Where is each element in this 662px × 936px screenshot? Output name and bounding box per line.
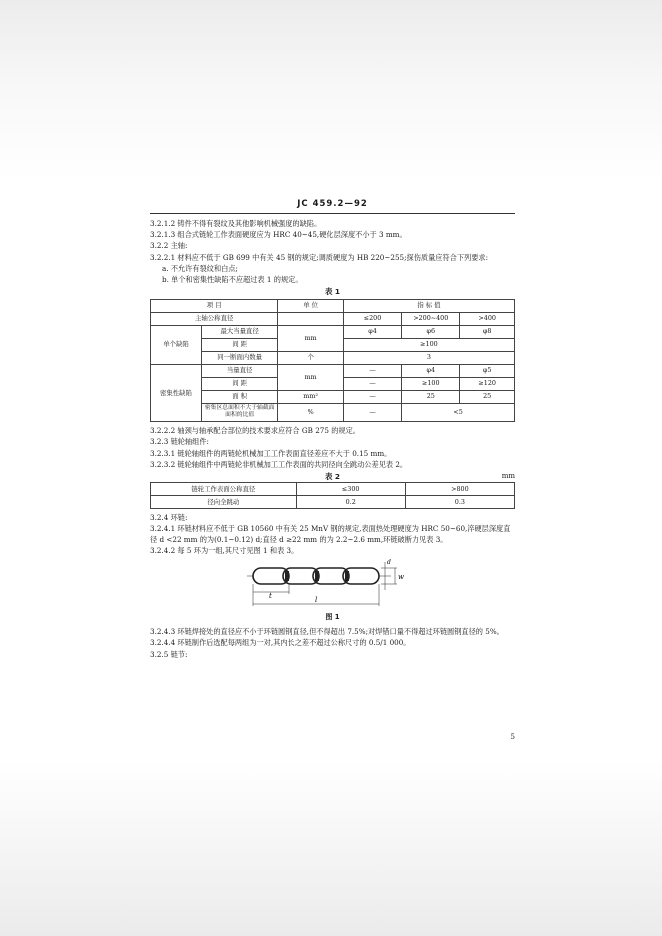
table-cell: >800 bbox=[405, 482, 514, 495]
chain-figure bbox=[150, 556, 515, 612]
table-row bbox=[151, 403, 515, 422]
table-cell: 0.2 bbox=[296, 495, 405, 508]
table-row bbox=[151, 390, 515, 403]
table-cell: % bbox=[278, 403, 344, 422]
table-row bbox=[151, 482, 515, 495]
table-2-caption-row bbox=[150, 471, 515, 482]
figure-label-d: d bbox=[387, 559, 391, 567]
table-cell: φ4 bbox=[343, 325, 401, 338]
paragraph: 3.2.2.1 材料应不低于 GB 699 中有关 45 钢的规定;调质硬度为 HB 220~255;探伤质量应符合下列要求: bbox=[150, 252, 489, 262]
table-cell: 面 积 bbox=[201, 390, 277, 403]
document-header: JC 459.2—92 bbox=[150, 198, 515, 214]
table-cell: 个 bbox=[278, 351, 344, 364]
table-row bbox=[151, 364, 515, 377]
paragraph: 3.2.3 链轮轴组件: bbox=[150, 437, 209, 447]
table-cell: 间 距 bbox=[201, 338, 277, 351]
paragraph: 3.2.5 链节: bbox=[150, 649, 188, 659]
table-2 bbox=[150, 482, 515, 509]
table-1 bbox=[150, 299, 515, 423]
table-header-cell: 指 标 值 bbox=[343, 299, 514, 312]
table-cell: <5 bbox=[402, 403, 515, 422]
paragraph: 3.2.4.3 环链焊接处的直径应不小于环链圆钢直径,但不得超出 7.5%;对焊错口量不得超过环链圆钢直径的 5%。 bbox=[150, 627, 504, 637]
document-page bbox=[150, 198, 515, 743]
table-cell: 间 距 bbox=[201, 377, 277, 390]
table-cell: 同一断面内数量 bbox=[201, 351, 277, 364]
table-cell: 密集区总面积不大于轴截面面积的比值 bbox=[201, 403, 277, 422]
table-cell: 最大当量直径 bbox=[201, 325, 277, 338]
table-cell: — bbox=[343, 403, 401, 422]
table-cell: φ4 bbox=[402, 364, 460, 377]
table-caption: 表 2 bbox=[324, 471, 341, 481]
paragraph: 3.2.2 主轴: bbox=[150, 241, 188, 251]
chain-link-drawing bbox=[245, 558, 415, 612]
table-cell: φ5 bbox=[460, 364, 515, 377]
table-cell: 0.3 bbox=[405, 495, 514, 508]
table-cell: — bbox=[343, 377, 401, 390]
table-cell: 3 bbox=[343, 351, 514, 364]
figure-label-t: t bbox=[269, 592, 272, 601]
list-item: b. 单个和密集性缺陷不应超过表 1 的规定。 bbox=[162, 274, 303, 284]
table-row bbox=[151, 312, 515, 325]
table-group-cell: 密集性缺陷 bbox=[151, 364, 202, 422]
figure-label-w: w bbox=[398, 573, 404, 582]
table-header-row bbox=[151, 299, 515, 312]
table-cell: ≤200 bbox=[343, 312, 401, 325]
table-header-cell: 单 位 bbox=[278, 299, 344, 312]
table-cell: 25 bbox=[402, 390, 460, 403]
paragraph: 3.2.4.1 环链材料应不低于 GB 10560 中有关 25 MnV 钢的规定,表面热处理硬度为 HRC 50~60,淬硬层深度直径 d <22 mm 的为(0.1~0.12) d;直径 d ≥22 mm 的为 2.2~2.6 mm,环链破断力见表 3。 bbox=[150, 523, 511, 545]
table-cell: mm² bbox=[278, 390, 344, 403]
table-cell bbox=[278, 312, 344, 325]
table-row bbox=[151, 351, 515, 364]
table-cell: φ6 bbox=[402, 325, 460, 338]
list-item: a. 不允许有裂纹和白点; bbox=[162, 263, 238, 273]
table-cell: 主轴公称直径 bbox=[151, 312, 278, 325]
table-cell: ≤300 bbox=[296, 482, 405, 495]
table-cell: 链轮工作表面公称直径 bbox=[151, 482, 297, 495]
table-cell: mm bbox=[278, 364, 344, 390]
table-header-cell: 项 目 bbox=[151, 299, 278, 312]
table-cell: — bbox=[343, 364, 401, 377]
table-cell: ≥100 bbox=[402, 377, 460, 390]
table-row bbox=[151, 325, 515, 338]
paragraph: 3.2.4.2 每 5 环为一组,其尺寸见图 1 和表 3。 bbox=[150, 546, 299, 556]
table-cell: ≥100 bbox=[343, 338, 514, 351]
table-cell: ≥120 bbox=[460, 377, 515, 390]
table-cell: 径向全跳动 bbox=[151, 495, 297, 508]
paragraph: 3.2.1.2 铸件不得有裂纹及其他影响机械强度的缺陷。 bbox=[150, 219, 322, 229]
table-caption: 表 1 bbox=[324, 287, 341, 297]
paragraph: 3.2.2.2 轴颈与轴承配合部位的技术要求应符合 GB 275 的规定。 bbox=[150, 426, 360, 436]
table-row bbox=[151, 495, 515, 508]
table-cell: mm bbox=[278, 325, 344, 351]
page-number: 5 bbox=[510, 733, 515, 742]
table-cell: — bbox=[343, 390, 401, 403]
table-cell: >200~400 bbox=[402, 312, 460, 325]
paragraph: 3.2.4 环链: bbox=[150, 512, 188, 522]
table-group-cell: 单个缺陷 bbox=[151, 325, 202, 364]
table-cell: φ8 bbox=[460, 325, 515, 338]
paragraph: 3.2.3.2 链轮轴组件中两链轮非机械加工工作表面的共同径向全跳动公差见表 2。 bbox=[150, 459, 408, 469]
table-cell: 25 bbox=[460, 390, 515, 403]
figure-label-l: l bbox=[315, 596, 318, 605]
paragraph: 3.2.3.1 链轮轴组件的两链轮机械加工工作表面直径差应不大于 0.15 mm。 bbox=[150, 448, 392, 458]
table-cell: 当量直径 bbox=[201, 364, 277, 377]
paragraph: 3.2.4.4 环链制作后选配每两组为一对,其内长之差不超过公称尺寸的 0.5/1 000。 bbox=[150, 638, 411, 648]
table-cell: >400 bbox=[460, 312, 515, 325]
paragraph: 3.2.1.3 组合式链轮工作表面硬度应为 HRC 40~45,硬化层深度不小于 3 mm。 bbox=[150, 230, 407, 240]
table-unit: mm bbox=[501, 471, 515, 480]
figure-caption: 图 1 bbox=[325, 613, 340, 622]
